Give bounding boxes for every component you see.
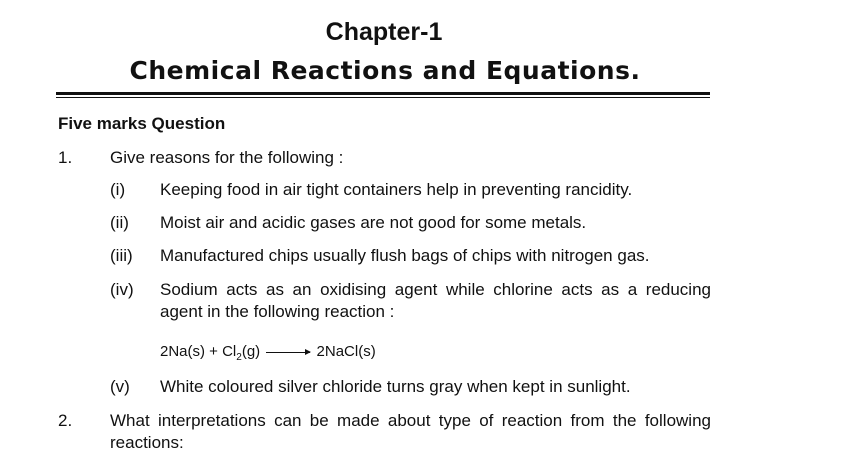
reason-i-text: Keeping food in air tight containers help in preventing rancidity. — [160, 180, 633, 199]
question-2-number: 2. — [58, 411, 73, 430]
reason-ii-label: (ii) — [110, 213, 129, 232]
reason-i-label: (i) — [110, 180, 126, 199]
question-2-text-line2: reactions: — [110, 433, 184, 452]
reason-iii-label: (iii) — [110, 246, 133, 265]
reason-v-text: White coloured silver chloride turns gray when kept in sunlight. — [160, 377, 631, 396]
reason-iv-label: (iv) — [110, 280, 134, 299]
chemical-equation — [160, 343, 376, 363]
reason-iii-text: Manufactured chips usually flush bags of chips with nitrogen gas. — [160, 246, 650, 265]
reason-ii-text: Moist air and acidic gases are not good for some metals. — [160, 213, 587, 232]
chapter-number: Chapter-1 — [325, 18, 443, 46]
title-rule-thick — [56, 92, 710, 95]
section-heading: Five marks Question — [58, 114, 226, 133]
title-rule-thin — [56, 97, 710, 98]
equation-subscript: 2 — [236, 352, 242, 363]
chapter-title: Chemical Reactions and Equations. — [129, 56, 641, 85]
question-1-text: Give reasons for the following : — [110, 148, 344, 167]
question-1-number: 1. — [58, 148, 73, 167]
reason-iv-text-line2: agent in the following reaction : — [160, 302, 395, 321]
equation-lhs: 2Na(s) + Cl — [160, 343, 237, 360]
equation-lhs-state: (g) — [241, 343, 261, 360]
equation-rhs: 2NaCl(s) — [316, 343, 376, 360]
reaction-arrow-icon — [266, 352, 310, 353]
reason-v-label: (v) — [110, 377, 130, 396]
reason-iv-text-line1: Sodium acts as an oxidising agent while chlorine acts as a reducing — [160, 280, 711, 299]
question-2-text-line1: What interpretations can be made about type of reaction from the following — [110, 411, 711, 430]
